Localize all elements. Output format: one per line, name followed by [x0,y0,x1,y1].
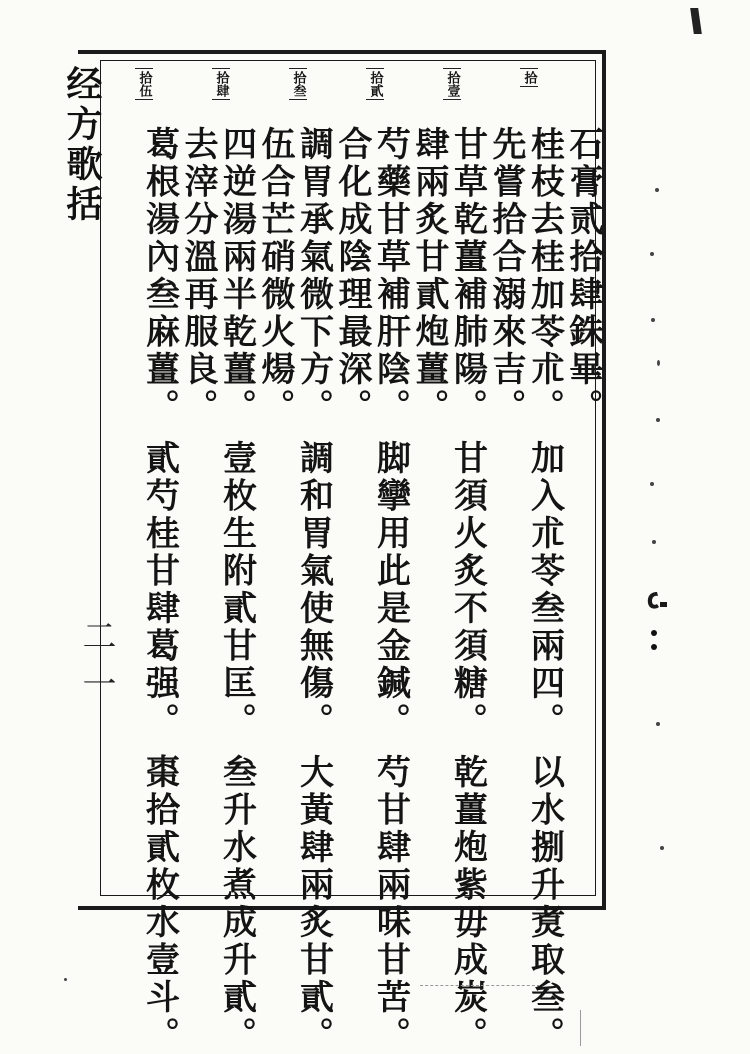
verse-line: 加入朮苓叁兩四。 [524,440,565,740]
verse-line: 合化成陰理最深。 [332,126,372,426]
verse-line: 芍甘肆兩味甘苦。 [370,754,411,1054]
verse-line: 葛根湯內叁麻薑。 [139,126,180,426]
verse-column [447,126,489,1054]
verse-line: 調和胃氣使無傷。 [293,440,334,740]
verse-column [524,126,566,1054]
verse-line: 叁升水煮成升貳。 [216,754,257,1054]
scan-speck [650,482,654,486]
scan-speck [651,644,657,650]
verse-line: 大黃肆兩炙甘貳。 [293,754,334,1054]
verse-line: 石膏贰拾肆銖畢。 [563,126,603,426]
section-number-label: 拾伍 [135,68,153,100]
verse-line: 先嘗拾合溺來吉。 [486,126,526,426]
scan-speck [655,188,659,192]
scan-speck [651,318,655,322]
verse-line: 棗拾貳枚水壹斗。 [139,754,180,1054]
scan-speck [652,540,656,544]
section-number-label: 拾叁 [289,68,307,100]
verse-line: 調胃承氣微下方。 [293,126,334,426]
verse-column [254,126,296,1026]
verse-line: 脚攣用此是金鍼。 [370,440,411,740]
section-number-label: 拾壹 [443,68,461,100]
verse-column [216,126,258,1054]
scan-speck [656,722,660,726]
page-number: 二一 [76,618,116,714]
verse-line: 以水捌升煑取叁。 [524,754,565,1054]
scan-speck [650,252,654,256]
scan-speck [657,360,660,366]
scan-artifact [580,1010,581,1046]
verse-column [485,126,527,1026]
verse-line: 伍合芒硝微火煬。 [255,126,295,426]
verse-column [370,126,412,1054]
verse-line: 甘須火炙不須糖。 [447,440,488,740]
verse-line: 芍藥甘草補肝陰。 [370,126,411,426]
verse-line: 貳芍桂甘肆葛强。 [139,440,180,740]
verse-column [408,126,450,1026]
verse-line: 四逆湯兩半乾薑。 [216,126,257,426]
scan-speck [651,630,657,636]
verse-line: 肆兩炙甘貳炮薑。 [409,126,449,426]
verse-line: 桂枝去桂加苓朮。 [524,126,565,426]
verse-column [139,126,181,1054]
verse-column [177,126,219,1026]
section-number-label: 拾貳 [366,68,384,100]
verse-line: 乾薑炮紫毋成炭。 [447,754,488,1054]
verse-column [331,126,373,1026]
verse-column [562,126,604,1026]
spine-title: 经方歌括 [61,65,103,225]
verse-line: 甘草乾薑補肺陽。 [447,126,488,426]
scan-speck [660,846,664,850]
ink-blot-mark [645,590,671,614]
scan-corner-mark [690,8,702,34]
scan-artifact [420,985,540,987]
scan-speck [64,978,67,981]
verse-line: 去滓分溫再服良。 [178,126,218,426]
section-number-label: 拾肆 [212,68,230,100]
verse-line: 壹枚生附貳甘匡。 [216,440,257,740]
scan-speck [656,418,660,422]
verse-column [293,126,335,1054]
section-number-label: 拾 [520,68,538,87]
